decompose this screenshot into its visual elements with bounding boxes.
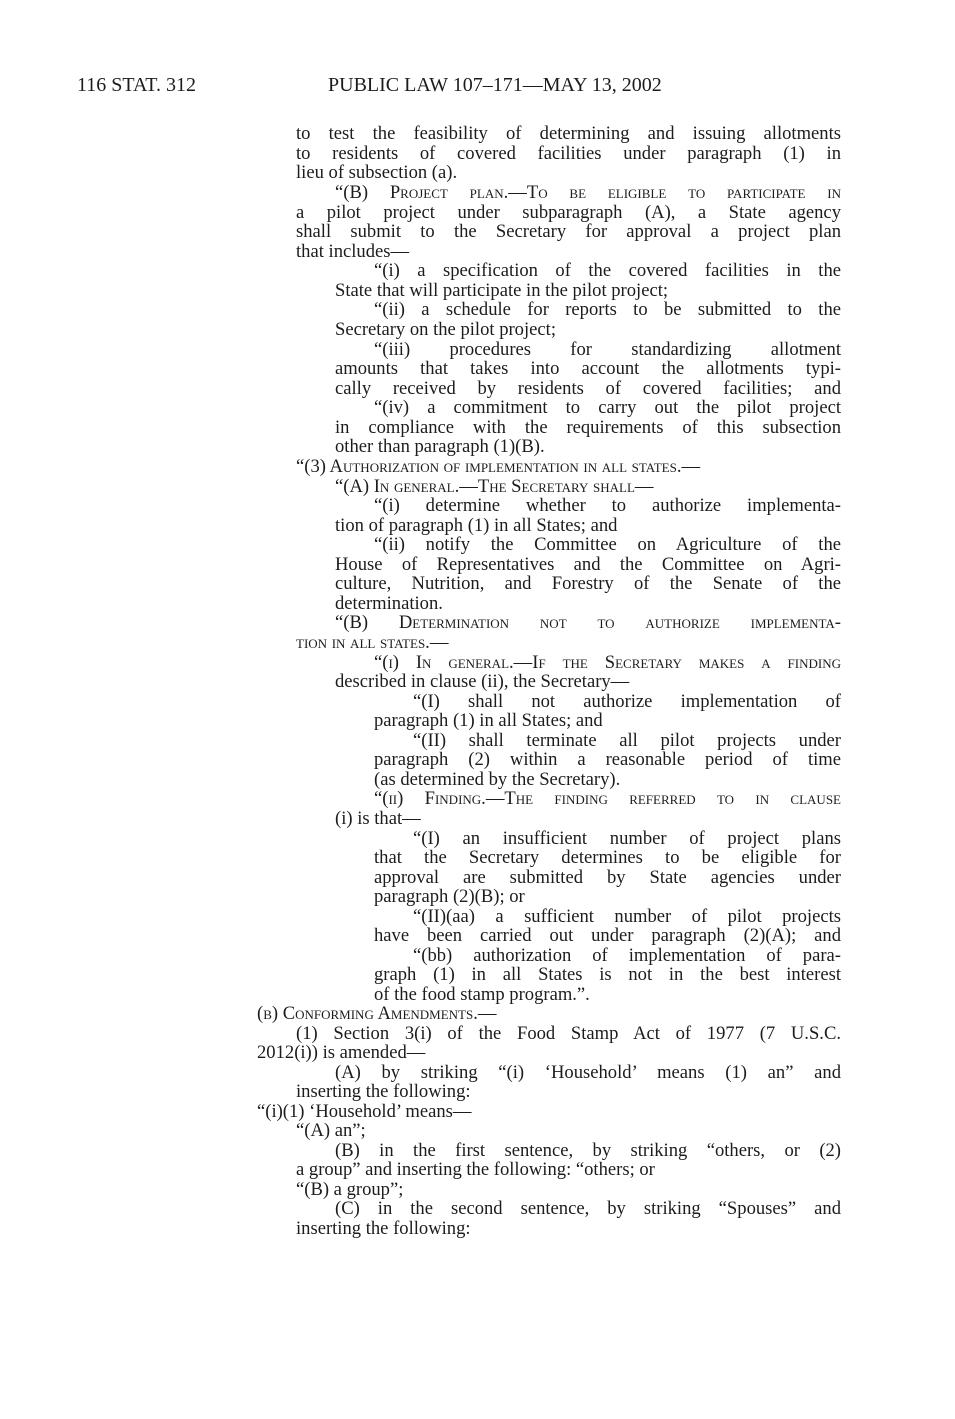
text-line: culture, Nutrition, and Forestry of the Senate of the	[335, 573, 841, 594]
text-line: “(iv) a commitment to carry out the pilot project	[374, 397, 841, 418]
text-line: “(I) shall not authorize implementation of	[413, 691, 841, 712]
text-line: approval are submitted by State agencies under	[374, 867, 841, 888]
text-line: graph (1) in all States is not in the best interest	[374, 964, 841, 985]
text-line: “(B) Determination not to authorize implementa-	[335, 612, 841, 633]
text-line: paragraph (2) within a reasonable period of time	[374, 749, 841, 770]
text-line: “(i) In general.—If the Secretary makes a finding	[374, 652, 841, 673]
text-line: tion in all states.—	[296, 632, 449, 653]
text-line: (i) is that—	[335, 808, 421, 829]
text-line: 2012(i)) is amended—	[257, 1042, 426, 1063]
text-line: House of Representatives and the Committee on Agri-	[335, 554, 841, 575]
text-line: paragraph (2)(B); or	[374, 886, 525, 907]
text-line: “(B) a group”;	[296, 1179, 404, 1200]
text-line: Secretary on the pilot project;	[335, 319, 556, 340]
text-line: “(ii) a schedule for reports to be submitted to the	[374, 299, 841, 320]
text-line: “(3) Authorization of implementation in all states.—	[296, 456, 701, 477]
text-line: (as determined by the Secretary).	[374, 769, 621, 790]
text-line: (B) in the first sentence, by striking “others, or (2)	[335, 1140, 841, 1161]
text-line: (C) in the second sentence, by striking “Spouses” and	[335, 1198, 841, 1219]
page-title: PUBLIC LAW 107–171—MAY 13, 2002	[328, 74, 662, 96]
text-line: “(ii) notify the Committee on Agriculture of the	[374, 534, 841, 555]
text-line: that includes—	[296, 241, 410, 262]
text-line: a pilot project under subparagraph (A), a State agency	[296, 202, 841, 223]
text-line: have been carried out under paragraph (2)(A); and	[374, 925, 841, 946]
text-line: that the Secretary determines to be eligible for	[374, 847, 841, 868]
text-line: cally received by residents of covered facilities; and	[335, 378, 841, 399]
text-line: to test the feasibility of determining and issuing allotments	[296, 123, 841, 144]
text-line: “(bb) authorization of implementation of para-	[413, 945, 841, 966]
text-line: “(II)(aa) a sufficient number of pilot projects	[413, 906, 841, 927]
text-line: State that will participate in the pilot project;	[335, 280, 669, 301]
text-line: inserting the following:	[296, 1218, 471, 1239]
text-line: paragraph (1) in all States; and	[374, 710, 603, 731]
page-reference: 116 STAT. 312	[77, 74, 196, 96]
text-line: “(i)(1) ‘Household’ means—	[257, 1101, 472, 1122]
text-line: (1) Section 3(i) of the Food Stamp Act of 1977 (7 U.S.C.	[296, 1023, 841, 1044]
text-line: “(I) an insufficient number of project plans	[413, 828, 841, 849]
text-line: to residents of covered facilities under paragraph (1) in	[296, 143, 841, 164]
text-line: a group” and inserting the following: “others; or	[296, 1159, 655, 1180]
text-line: “(II) shall terminate all pilot projects under	[413, 730, 841, 751]
text-line: lieu of subsection (a).	[296, 162, 458, 183]
text-line: other than paragraph (1)(B).	[335, 436, 545, 457]
text-line: “(iii) procedures for standardizing allotment	[374, 339, 841, 360]
text-line: amounts that takes into account the allotments typi-	[335, 358, 841, 379]
text-line: shall submit to the Secretary for approval a project plan	[296, 221, 841, 242]
text-line: “(i) determine whether to authorize implementa-	[374, 495, 841, 516]
text-line: (A) by striking “(i) ‘Household’ means (1) an” and	[335, 1062, 841, 1083]
text-line: (b) Conforming Amendments.—	[257, 1003, 497, 1024]
text-line: inserting the following:	[296, 1081, 471, 1102]
text-line: “(A) In general.—The Secretary shall—	[335, 476, 654, 497]
text-line: “(i) a specification of the covered facilities in the	[374, 260, 841, 281]
text-line: “(A) an”;	[296, 1120, 366, 1141]
text-line: of the food stamp program.”.	[374, 984, 590, 1005]
text-line: described in clause (ii), the Secretary—	[335, 671, 630, 692]
text-line: tion of paragraph (1) in all States; and	[335, 515, 618, 536]
text-line: “(B) Project plan.—To be eligible to participate in	[335, 182, 841, 203]
text-line: determination.	[335, 593, 443, 614]
text-line: in compliance with the requirements of this subsection	[335, 417, 841, 438]
text-line: “(ii) Finding.—The finding referred to in clause	[374, 788, 841, 809]
